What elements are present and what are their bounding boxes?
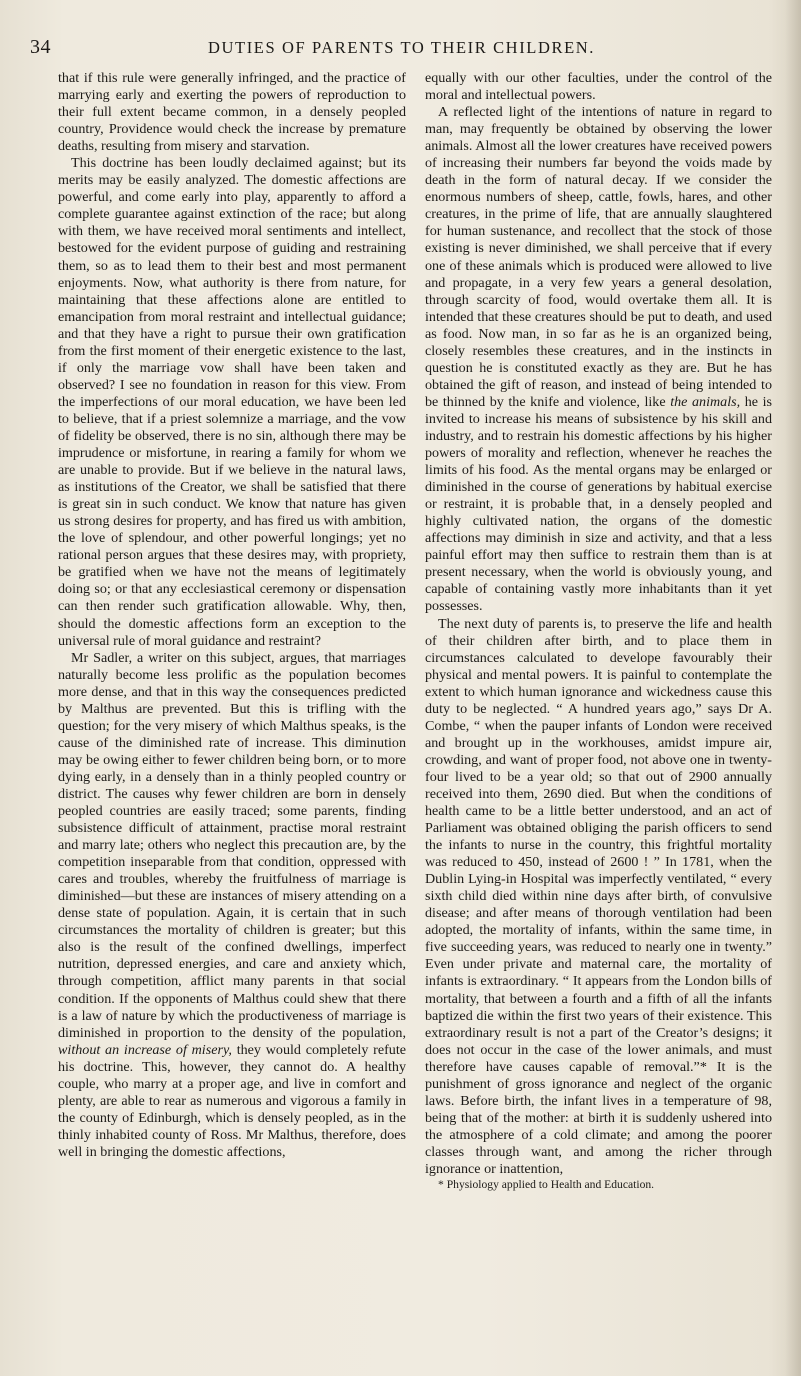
paragraph [425, 104, 772, 615]
page-header [30, 36, 773, 60]
footnote: * Physiology applied to Health and Education. [438, 1178, 655, 1192]
paragraph-text: A reflected light of the intentions of nature in regard to man, may frequently be obtained by observing the lower animals. Almost all the lower creatures have received powers of increasing their numbers far beyond the voids made by death in the form of natural decay. If we consider the enormous numbers of sheep, cattle, fowls, hares, and other creatures, in the prime of life, that are annually slaughtered for human sustenance, and recollect that the stock of those existing is never diminished, we shall perceive that if every one of these animals which is produced were allowed to live and propagate, in a very few years a general desolation, through scarcity of food, would overtake them all. It is intended that these creatures should be put to death, and used as food. Now man, in so far as he is an organized being, closely resembles these creatures, and in the instincts in question he is constituted exactly as they are. But he has obtained the gift of reason, and instead of being intended to be thinned by the knife and violence, like [425, 104, 772, 410]
paragraph: equally with our other faculties, under the control of the moral and intellectual powers. [425, 70, 772, 104]
paragraph: This doctrine has been loudly declaimed against; but its merits may be easily analyzed. The domestic affections are powerful, and come early into play, apparently to afford a complete guarantee against extinction of the race; but along with them, we have received moral sentiments and intellect, bestowed for the evident purpose of guiding and restraining them, so as to lead them to their best and most permanent enjoyments. Now, what authority is there from nature, for maintaining that these affections alone are entitled to emancipation from moral restraint and intellectual guidance; and that they have a right to pursue their own gratification from the first moment of their energetic existence to the last, if only the marriage vow shall have been taken and observed? I see no foundation in reason for this view. From the imperfections of our moral education, we have been led to believe, that if a priest solemnize a marriage, and the vow of fidelity be observed, there is no sin, although there may be imprudence or misfortune, in rearing a family for whom we are unable to provide. But if we believe in the natural laws, as institutions of the Creator, we shall be satisfied that there is great sin in such conduct. We know that nature has given us strong desires for property, and has fired us with ambition, the love of splendour, and other powerful longings; yet no rational person argues that these desires may, with propriety, be gratified when we have not the means of legitimately doing so; or that any ecclesiastical ceremony or dispensation can then render such gratification allowable. Why, then, should the domestic affections form an exception to the universal rule of moral guidance and restraint? [58, 155, 406, 649]
page-number: 34 [30, 36, 51, 58]
paragraph [58, 650, 406, 1161]
right-column [425, 70, 772, 1192]
emphasis-text: without an increase of misery, [58, 1041, 232, 1058]
page-edge-shadow [785, 0, 801, 1376]
running-head: DUTIES OF PARENTS TO THEIR CHILDREN. [207, 38, 596, 57]
paragraph: that if this rule were generally infringed, and the practice of marrying early and exerting the powers of reproduction to their full extent became common, in a densely peopled country, Providence would check the increase by premature deaths, resulting from misery and starvation. [58, 70, 406, 155]
paragraph-text: Mr Sadler, a writer on this subject, argues, that marriages naturally become less prolific as the population becomes more dense, and that in this way the consequences predicted by Malthus are prevented. But this is trifling with the question; for the very misery of which Malthus speaks, is the cause of the diminished rate of increase. This diminution may be owing either to fewer children being born, or to more dying early, in a densely than in a thinly peopled country or district. The causes why fewer children are born in densely peopled countries are easily traced; some parents, finding subsistence difficult of attainment, practise moral restraint and marry late; others who neglect this precaution are, by the competition inseparable from that condition, oppressed with cares and troubles, whereby the fruitfulness of marriage is diminished—but these are instances of misery attending on a dense state of population. Again, it is certain that in such circumstances the mortality of children is greater; but this also is the result of the confined dwellings, imperfect nutrition, depressed energies, and care and anxiety which, through competition, afflict many parents in that social condition. If the opponents of Malthus could shew that there is a law of nature by which the productiveness of marriage is diminished in proportion to the density of the population, [58, 649, 406, 1041]
emphasis-text: the animals, [670, 393, 741, 410]
paragraph-text: they would completely refute his doctrine. This, however, they cannot do. A healthy couple, who marry at a proper age, and live in comfort and plenty, are able to rear as numerous and vigorous a family in the county of Edinburgh, which is densely peopled, as in the thinly inhabited county of Ross. Mr Malthus, therefore, does well in bringing the domestic affections, [58, 1041, 406, 1160]
paragraph: The next duty of parents is, to preserve the life and health of their children after birth, and to place them in circumstances calculated to develope favourably their physical and mental powers. It is painful to contemplate the extent to which human ignorance and wickedness cause this duty to be neglected. “ A hundred years ago,” says Dr A. Combe, “ when the pauper infants of London were received and brought up in the workhouses, amidst impure air, crowding, and want of proper food, not above one in twenty-four lived to be a year old; so that out of 2900 annually received into them, 2690 died. But when the conditions of health came to be a little better understood, and an act of Parliament was obtained obliging the parish officers to send the infants to nurse in the country, this frightful mortality was reduced to 450, instead of 2600 ! ” In 1781, when the Dublin Lying-in Hospital was imperfectly ventilated, “ every sixth child died within nine days after birth, of convulsive disease; and after means of thorough ventilation had been adopted, the mortality of infants, within the same time, in five succeeding years, was reduced to nearly one in twenty.” Even under private and maternal care, the mortality of infants is extraordinary. “ It appears from the London bills of mortality, that between a fourth and a fifth of all the infants baptized die within the first two years of their existence. This extraordinary result is not a part of the Creator’s designs; it does not occur in the case of the lower animals, and must therefore have causes capable of removal.”* It is the punishment of gross ignorance and neglect of the organic laws. Before birth, the infant lives in a temperature of 98, being that of the mother: at birth it is suddenly ushered into the atmosphere of a cold climate; and among the poorer classes through want, and among the richer through ignorance or inattention, [425, 615, 772, 1177]
paragraph-text: he is invited to increase his means of subsistence by his skill and industry, and to restrain his domestic affections by his higher powers of morality and reflection, whenever he reaches the limits of his food. As the mental organs may be enlarged or diminished in the course of generations by habitual exercise or restraint, it is probable that, in a densely peopled and highly cultivated nation, the organs of the domestic affections may diminish in size and activity, and that a less painful effort may then suffice to restrain them than is at present necessary, when the world is obviously young, and capable of containing vastly more inhabitants than it yet possesses. [425, 393, 773, 615]
left-column [58, 70, 406, 1161]
